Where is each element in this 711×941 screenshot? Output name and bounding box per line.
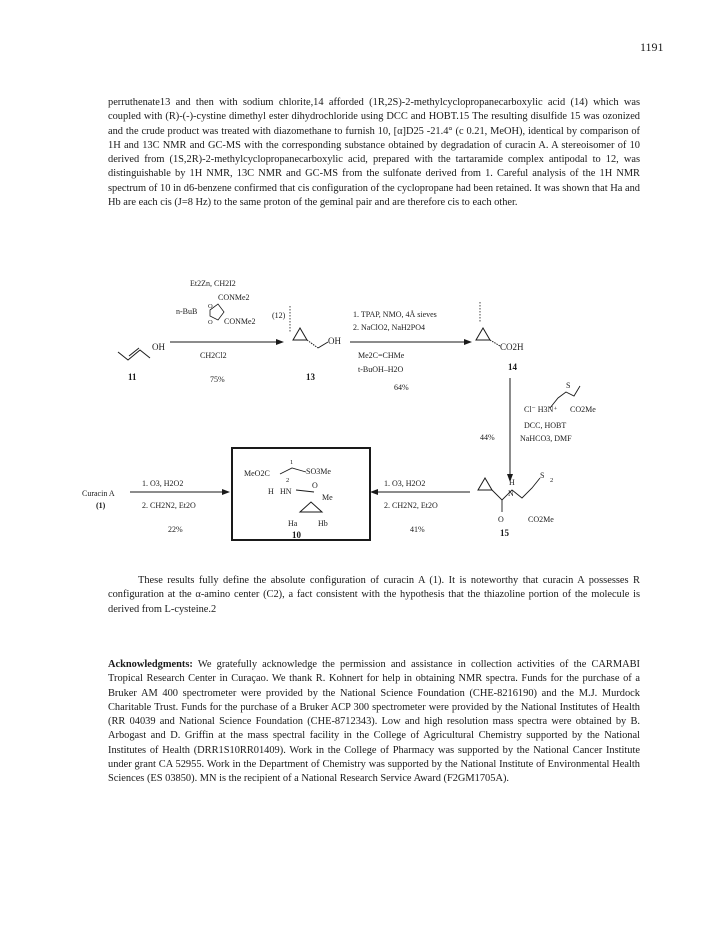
tartaramide-conme2-top: CONMe2	[218, 293, 250, 302]
compound-label-13: 13	[306, 372, 315, 382]
tartaramide-conme2-bottom: CONMe2	[224, 317, 256, 326]
cyclopropane-ring-13	[293, 328, 307, 340]
hn-label-10: HN	[280, 487, 292, 496]
reagent-et2zn: Et2Zn, CH2I2	[190, 279, 236, 288]
oh-label-13: OH	[328, 336, 341, 346]
arrowhead-15-10	[370, 489, 378, 495]
arrowhead-11-13	[276, 339, 284, 345]
page-number: 1191	[640, 40, 664, 54]
acknowledgments-text: We gratefully acknowledge the permission and assistance in collection activities of the CARMABI Tropical Research Center in Curaçao. We thank R. Kohnert for help in obtaining NMR spectra. Funds for the purchase of a Bruker AM 400 spectrometer were provided by the National Science Foundation (CHE-8216190) and the M.J. Murdock Charitable Trust. Funds for the purchase of a Bruker ACP 300 spectrometer were provided by the National Institutes of Health (RR 04039 and National Science Foundation (CHE-8712343). Low and high resolution mass spectra were obtained by B. Arbogast and D. Griffin at the mass spectral facility in the College of Agricultural Chemistry supported by the National Institutes of Health (DRR1S10RR01409). Work in the College of Pharmacy was supported by the National Cancer Institute under grant CA 52955. Work in the Department of Chemistry was supported by the National Institute of Environmental Health Sciences (ES 03850). MN is the recipient of a National Research Service Award (F2GM1705A).	[108, 659, 640, 785]
oxidation-yield: 64%	[394, 383, 409, 392]
oxidation-step-2: 2. NaClO2, NaH2PO4	[353, 323, 425, 332]
disulfide-subscript-15: 2	[550, 477, 554, 484]
ozonolysis-right-2: 2. CH2N2, Et2O	[384, 501, 438, 510]
ester-label-15: CO2Me	[528, 515, 554, 524]
tartaramide-o-top: O	[208, 303, 213, 310]
sulfur-label-15: S	[540, 471, 545, 480]
atom-number-2: 2	[286, 477, 290, 484]
ozonolysis-right-yield: 41%	[410, 525, 425, 534]
compound-label-11: 11	[128, 372, 137, 382]
amide-n-15: N	[508, 489, 514, 498]
ozonolysis-left-yield: 22%	[168, 525, 183, 534]
body-paragraph-2: These results fully define the absolute configuration of curacin A (1). It is noteworthy that curacin A possesses R configuration at the α-amino center (C2), a fact consistent with the hypothesis that the thiazoline portion of the molecule is derived from L-cysteine.2	[108, 575, 640, 615]
synthesis-scheme	[0, 268, 711, 568]
methyl-label-10: Me	[322, 493, 333, 502]
oh-label-11: OH	[152, 342, 165, 352]
hashed-bond-14	[490, 340, 500, 346]
cystine-ester: CO2Me	[570, 405, 596, 414]
coupling-reagents-1: DCC, HOBT	[524, 421, 567, 430]
backbone-10	[280, 468, 306, 474]
h-label-10: H	[268, 487, 274, 496]
tartaramide-o-bottom: O	[208, 319, 213, 326]
oxidation-solvent-1: Me2C=CHMe	[358, 351, 405, 360]
ozonolysis-left-2: 2. CH2N2, Et2O	[142, 501, 196, 510]
amide-chain-15	[492, 478, 540, 500]
coupling-reagents-2: NaHCO3, DMF	[520, 434, 572, 443]
curacin-label: Curacin A	[82, 489, 115, 498]
cystine-ammonium: Cl⁻ H3N⁺	[524, 405, 558, 414]
cystine-sulfur: S	[566, 381, 571, 390]
ester-meo2c: MeO2C	[244, 469, 270, 478]
coupling-yield: 44%	[480, 433, 495, 442]
compound-label-10: 10	[292, 530, 301, 540]
acknowledgments-heading: Acknowledgments:	[108, 659, 193, 670]
ha-label: Ha	[288, 519, 298, 528]
body-paragraph-1: perruthenate13 and then with sodium chlorite,14 afforded (1R,2S)-2-methylcyclopropanecarboxylic acid (14) which was coupled with (R)-(-)-cystine dimethyl ester dihydrochloride using DCC and HOBT.15 The resulting disulfide 15 was ozonized and the crude product was treated with diazomethane to furnish 10, [α]D25 -21.4° (c 0.21, MeOH), identical by comparison of 1H and 13C NMR and GC-MS with the corresponding substance obtained by degradation of curacin A. A stereoisomer of 10 derived from (1S,2R)-2-methylcyclopropanecarboxylic acid, prepared with the tartaramide complex antipodal to 12, was distinguishable by 1H NMR, 13C NMR and GC-MS from the sulfonate derived from 1. Careful analysis of the 1H NMR spectrum of 10 in d6-benzene confirmed that cis configuration of the cyclopropane had been retained. It was shown that Ha and Hb are each cis (J=8 Hz) to the same proton of the geminal pair and are therefore cis to each other.	[108, 97, 640, 209]
curacin-number: (1)	[96, 501, 106, 510]
tartaramide-nbub: n-BuB	[176, 307, 198, 316]
sulfonate-label: SO3Me	[306, 467, 331, 476]
co2h-label-14: CO2H	[500, 342, 524, 352]
ozonolysis-left-1: 1. O3, H2O2	[142, 479, 184, 488]
arrowhead-13-14	[464, 339, 472, 345]
step1-yield: 75%	[210, 375, 225, 384]
arrowhead-curacin-10	[222, 489, 230, 495]
cyclopropane-ring-15	[478, 478, 492, 490]
hashed-bond-13	[307, 340, 318, 348]
amide-h-15: H	[509, 478, 515, 487]
oxidation-solvent-2: t-BuOH–H2O	[358, 365, 404, 374]
step1-solvent: CH2Cl2	[200, 351, 227, 360]
amide-oxygen-10: O	[312, 481, 318, 490]
amide-bond-10	[296, 490, 314, 492]
compound-label-15: 15	[500, 528, 509, 538]
ozonolysis-right-1: 1. O3, H2O2	[384, 479, 426, 488]
compound-label-14: 14	[508, 362, 517, 372]
cyclopropane-ring-14	[476, 328, 490, 340]
oxidation-step-1: 1. TPAP, NMO, 4Å sieves	[353, 310, 437, 319]
product-box	[232, 448, 370, 540]
hb-label: Hb	[318, 519, 328, 528]
cyclopropane-ring-10	[300, 502, 322, 512]
atom-number-1: 1	[290, 459, 294, 466]
amide-oxygen-15: O	[498, 515, 504, 524]
acknowledgments	[108, 658, 640, 787]
tartaramide-number: (12)	[272, 311, 286, 320]
ch2-bond-13	[318, 342, 328, 348]
